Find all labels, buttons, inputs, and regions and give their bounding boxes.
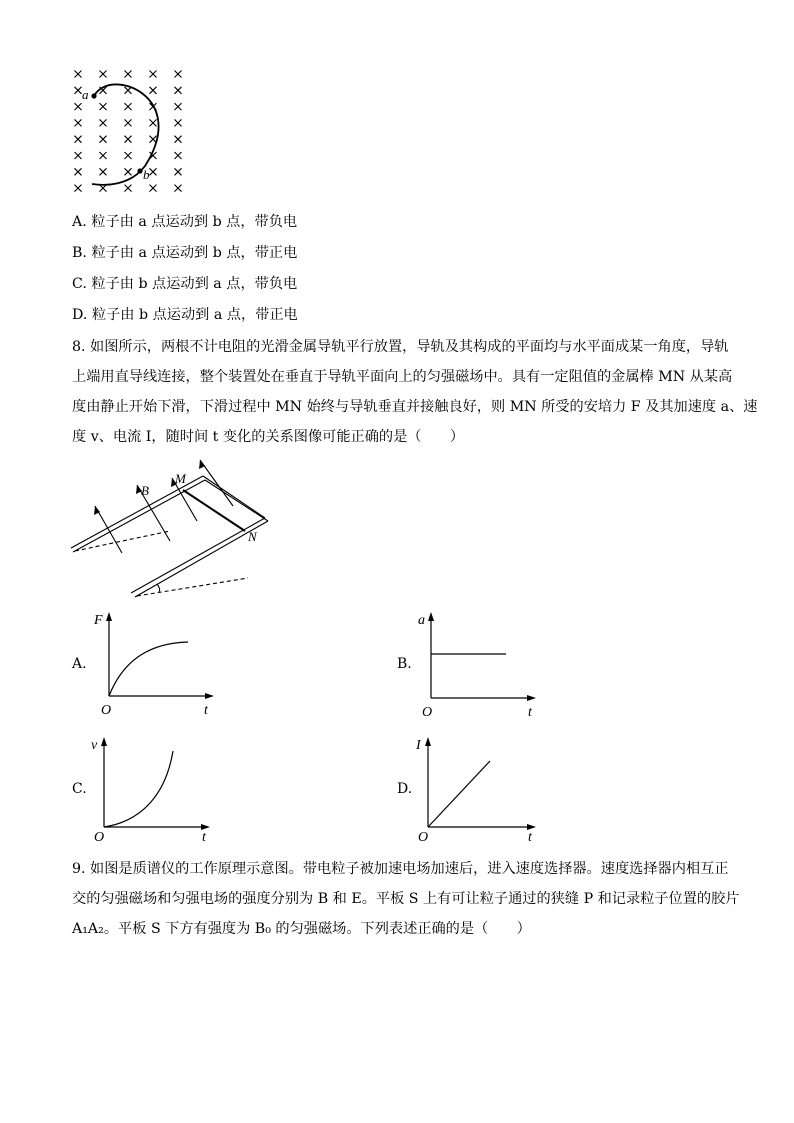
q8-option-d-label: D. [397,781,413,797]
axis-x-t: t [204,703,208,718]
axis-x-t: t [528,830,532,845]
origin-O: O [94,830,105,845]
q8-graph-d [414,733,544,845]
q9-line-3: A₁A₂。平板 S 下方有强度为 B₀ 的匀强磁场。下列表述正确的是（ ） [72,921,531,937]
q7-field-figure [70,66,195,196]
q8-line-1: 8. 如图所示，两根不计电阻的光滑金属导轨平行放置，导轨及其构成的平面均与水平面成某一角度，导轨 [72,339,729,355]
q8-graph-b [414,608,544,720]
q8-line-3: 度由静止开始下滑，下滑过程中 MN 始终与导轨垂直并接触良好，则 MN 所受的安培力 F 及其加速度 a、速 [72,399,758,415]
point-b [137,168,142,173]
q8-option-a-label: A. [72,656,87,672]
origin-O: O [422,705,433,720]
label-N: N [248,529,257,544]
q8-option-b-label: B. [397,656,412,672]
label-b: b [143,167,150,182]
axis-y-v: v [91,738,98,753]
label-B: B [141,483,149,498]
q8-option-c-label: C. [72,781,87,797]
q7-option-d: D. 粒子由 b 点运动到 a 点，带正电 [72,307,298,323]
axis-y-a: a [418,613,425,628]
axis-x-t: t [528,705,532,720]
origin-O: O [101,703,112,718]
q8-graph-a [92,608,222,720]
q8-rail-figure [65,458,280,603]
axis-y-I: I [416,738,421,753]
q7-option-b: B. 粒子由 a 点运动到 b 点，带正电 [72,245,298,261]
label-M: M [175,471,186,486]
q8-graph-c [88,733,218,845]
origin-O: O [418,830,429,845]
q7-option-a: A. 粒子由 a 点运动到 b 点，带负电 [72,214,298,230]
point-a [91,93,96,98]
q8-line-4: 度 v、电流 I，随时间 t 变化的关系图像可能正确的是（ ） [72,429,465,445]
label-a: a [82,87,89,102]
q8-line-2: 上端用直导线连接，整个装置处在垂直于导轨平面向上的匀强磁场中。具有一定阻值的金属棒 MN 从某高 [72,369,733,385]
q9-line-2: 交的匀强磁场和匀强电场的强度分别为 B 和 E。平板 S 上有可让粒子通过的狭缝 P 和记录粒子位置的胶片 [72,891,740,907]
q9-line-1: 9. 如图是质谱仪的工作原理示意图。带电粒子被加速电场加速后，进入速度选择器。速度选择器内相互正 [72,861,729,877]
axis-x-t: t [202,830,206,845]
axis-y-F: F [94,613,103,628]
q7-option-c: C. 粒子由 b 点运动到 a 点，带负电 [72,276,298,292]
